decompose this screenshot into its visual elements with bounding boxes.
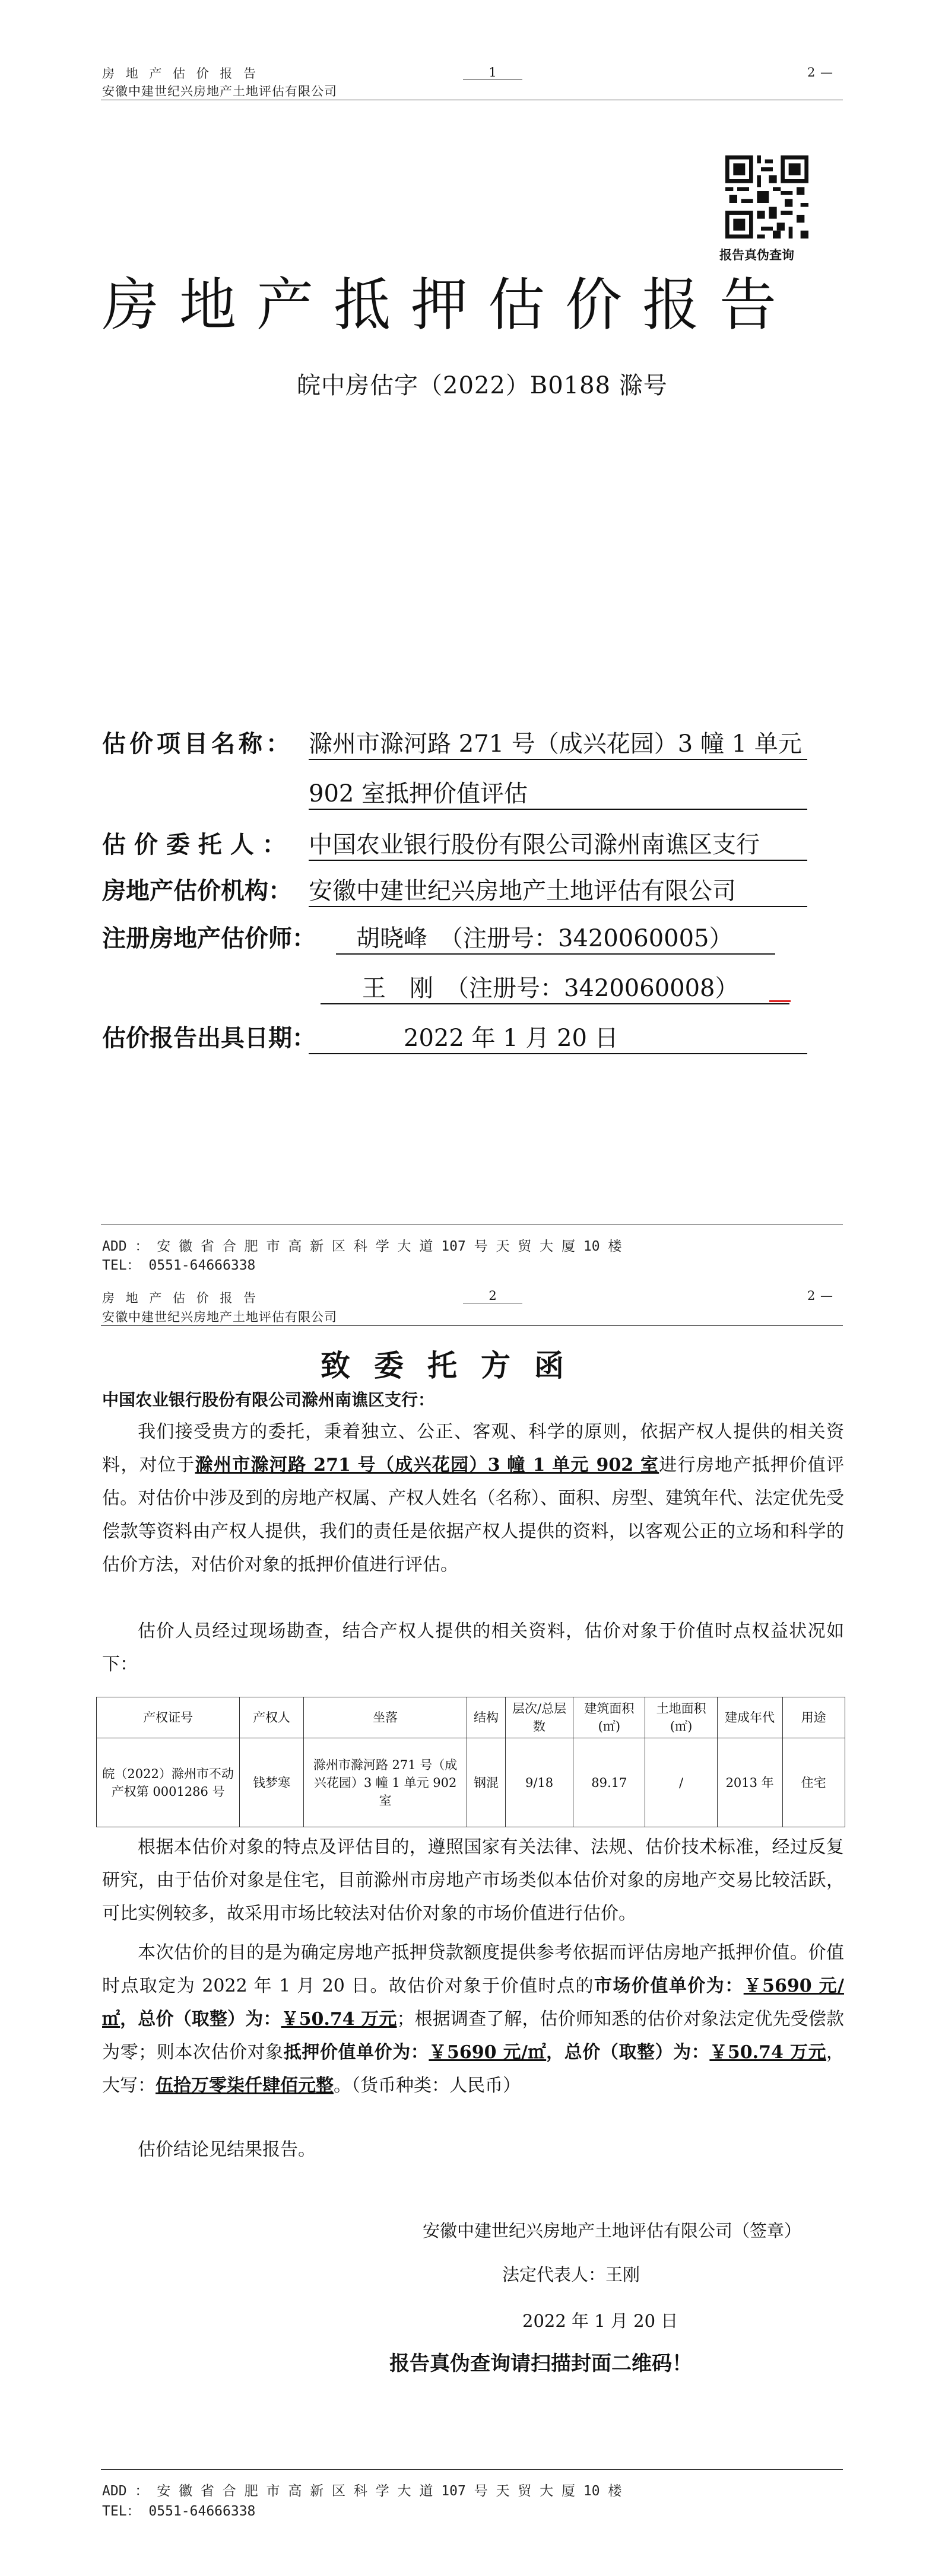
client-value: 中国农业银行股份有限公司滁州南谯区支行 [309,826,807,861]
agency-label: 房地产估价机构： [102,877,292,905]
client-label: 估 价 委 托 人 ： [102,831,286,858]
letter-paragraph-3: 根据本估价对象的特点及评估目的，遵照国家有关法律、法规、估价技术标准，经过反复研究，由于估价对象是住宅，目前滁州市房地产市场类似本估价对象的房地产交易比较活跃，可比实例较多，故采用市场比较法对估价对象的市场价值进行估价。 [102,1837,844,1924]
footer2-divider [101,2469,843,2470]
project-label: 估价项目名称： [102,730,293,758]
table-header: 建成年代 [717,1697,782,1738]
table-row [97,1738,845,1827]
date-value: 2022 年 1 月 20 日 [309,1019,807,1054]
header-title: 房 地 产 估 价 报 告 [102,66,260,81]
table-cell: 89.17 [573,1738,645,1827]
table-cell: 9/18 [505,1738,573,1827]
red-ink-mark [769,1000,791,1002]
footer2-tel: TEL： 0551-64666338 [102,2504,256,2519]
signature-representative: 法定代表人：王刚 [502,2265,640,2285]
footer2-address: ADD ： 安 徽 省 合 肥 市 高 新 区 科 学 大 道 107 号 天 贸 大 厦 10 楼 [102,2483,622,2499]
table-cell: 钱梦寒 [240,1738,304,1827]
signature-company: 安徽中建世纪兴房地产土地评估有限公司（签章） [423,2221,802,2241]
project-value-line1: 滁州市滁河路 271 号（成兴花园）3 幢 1 单元 [309,725,807,760]
project-value-line2: 902 室抵押价值评估 [309,775,807,810]
agency-value: 安徽中建世纪兴房地产土地评估有限公司 [309,872,807,907]
qr-code-icon [725,155,808,238]
header2-title: 房 地 产 估 价 报 告 [102,1291,260,1305]
letter-paragraph-5: 估价结论见结果报告。 [138,2139,316,2160]
appraiser-label: 注册房地产估价师： [102,924,316,952]
report-title: 房地产抵押估价报告 [102,272,797,338]
rights-table [96,1697,845,1827]
table-cell: 皖（2022）滁州市不动产权第 0001286 号 [97,1738,240,1827]
table-cell: 住宅 [782,1738,845,1827]
table-cell: / [645,1738,717,1827]
letter-addressee: 中国农业银行股份有限公司滁州南谯区支行： [102,1390,435,1410]
table-header: 层次/总层数 [505,1697,573,1738]
page-mark-2: 2 — [807,1289,834,1303]
report-number: 皖中房估字（2022）B0188 滁号 [297,372,668,399]
table-header: 土地面积(㎡) [645,1697,717,1738]
table-header: 产权人 [240,1697,304,1738]
signature-date: 2022 年 1 月 20 日 [522,2311,678,2331]
table-header: 坐落 [303,1697,467,1738]
appraiser-2: 王 刚 （注册号：3420060008） [321,969,789,1004]
table-header: 建筑面积(㎡) [573,1697,645,1738]
qr-caption: 报告真伪查询 [719,247,794,262]
date-label: 估价报告出具日期： [102,1024,316,1052]
verify-note: 报告真伪查询请扫描封面二维码！ [389,2352,692,2375]
appraiser-1: 胡晓峰 （注册号：3420060005） [336,920,775,955]
letter-paragraph-1: 我们接受贵方的委托，秉着独立、公正、客观、科学的原则，依据产权人提供的相关资料，对位于滁州市滁河路 271 号（成兴花园）3 幢 1 单元 902 室进行房地产抵押价值评估。对估价中涉及到的房地产权属、产权人姓名（名称）、面积、房型、建筑年代、法定优先受偿款等资料由产权人提供，我们的责任是依据产权人提供的资料，以客观公正的立场和科学的估价方法，对估价对象的抵押价值进行评估。 [102,1421,845,1575]
table-cell: 钢混 [467,1738,506,1827]
table-header: 结构 [467,1697,506,1738]
letter-title: 致委托方函 [321,1348,588,1383]
letter-paragraph-2: 估价人员经过现场勘查，结合产权人提供的相关资料，估价对象于价值时点权益状况如下： [102,1621,844,1675]
table-cell: 滁州市滁河路 271 号（成兴花园）3 幢 1 单元 902 室 [303,1738,467,1827]
table-header: 用途 [782,1697,845,1738]
header-company: 安徽中建世纪兴房地产土地评估有限公司 [102,84,337,98]
table-header: 产权证号 [97,1697,240,1738]
page-number: 1 [463,65,522,80]
page-mark: 2 — [807,65,834,79]
header2-company: 安徽中建世纪兴房地产土地评估有限公司 [102,1310,337,1324]
header2-divider [101,1325,843,1326]
letter-paragraph-4: 本次估价的目的是为确定房地产抵押贷款额度提供参考依据而评估房地产抵押价值。价值时点取定为 2022 年 1 月 20 日。故估价对象于价值时点的市场价值单价为：￥5690 元/㎡，总价（取整）为：￥50.74 万元；根据调查了解，估价师知悉的估价对象法定优先受偿款为零；则本次估价对象抵押价值单价为：￥5690 元/㎡，总价（取整）为：￥50.74 万元，大写：伍拾万零柒仟肆佰元整。（货币种类：人民币） [102,1942,845,2096]
footer-address: ADD ： 安 徽 省 合 肥 市 高 新 区 科 学 大 道 107 号 天 贸 大 厦 10 楼 [102,1239,622,1254]
page-number-2: 2 [463,1289,522,1303]
table-cell: 2013 年 [717,1738,782,1827]
table-header-row [97,1697,845,1738]
footer-tel: TEL： 0551-64666338 [102,1258,256,1273]
